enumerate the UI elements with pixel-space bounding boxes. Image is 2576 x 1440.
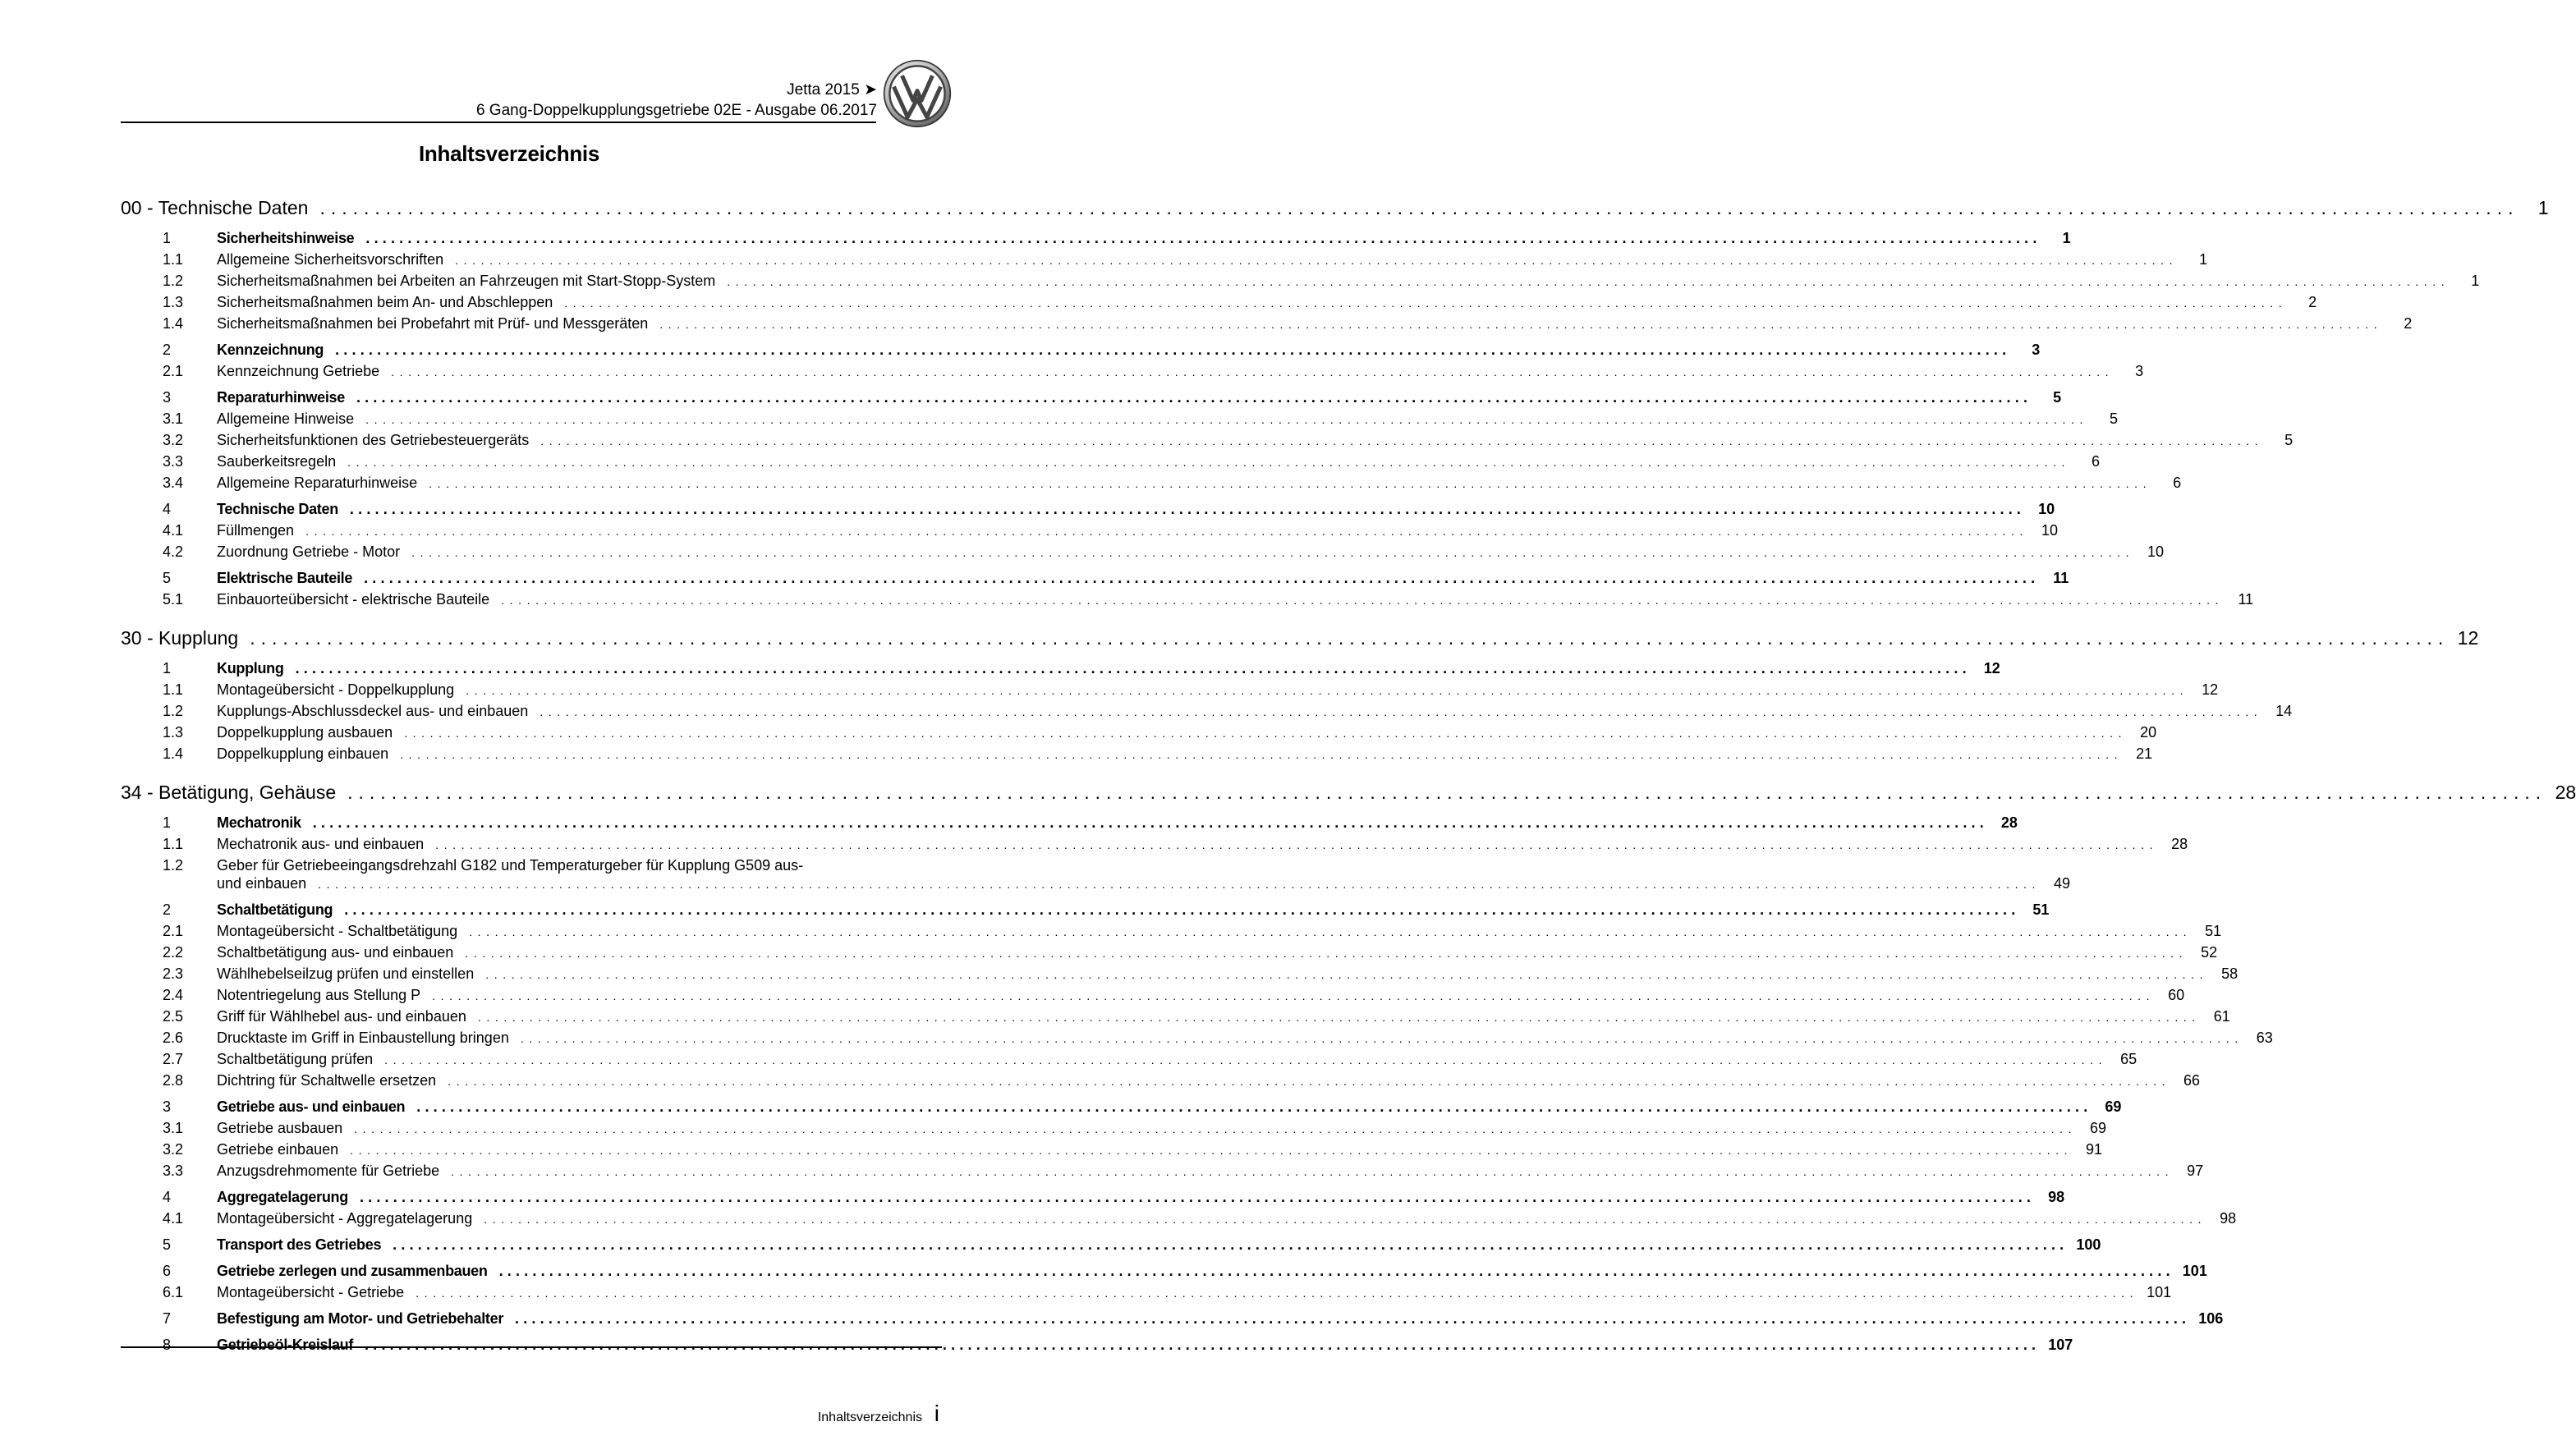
toc-leader-dots: ........................................................................................................................................................................................................ bbox=[485, 968, 2209, 981]
toc-entry-page: 60 bbox=[2168, 987, 2185, 1003]
toc-entry-page: 10 bbox=[2147, 543, 2165, 560]
toc-entry-page: 61 bbox=[2213, 1008, 2230, 1025]
toc-entry-label: Drucktaste im Griff in Einbaustellung bringen bbox=[217, 1030, 509, 1046]
toc-sub-row[interactable] bbox=[121, 410, 2119, 432]
toc-entry-number: 4.1 bbox=[163, 522, 184, 539]
toc-sub-row[interactable] bbox=[121, 294, 2317, 315]
toc-entry-number: 2.3 bbox=[163, 965, 184, 982]
toc-entry-number: 4.2 bbox=[163, 543, 184, 560]
toc-entry-page: 52 bbox=[2201, 944, 2218, 961]
toc-entry-number: 6.1 bbox=[163, 1284, 184, 1300]
toc-leader-dots: ........................................................................................................................................................................................................ bbox=[250, 627, 2450, 649]
toc-leader-dots: ........................................................................................................................................................................................................ bbox=[347, 782, 2547, 803]
toc-leader-dots: ........................................................................................................................................................................................................ bbox=[477, 1011, 2201, 1024]
toc-sec-row[interactable] bbox=[121, 1098, 2122, 1120]
toc-entry-label: Allgemeine Sicherheitsvorschriften bbox=[217, 251, 444, 268]
toc-entry-page: 106 bbox=[2198, 1310, 2224, 1327]
toc-entry-label: Montageübersicht - Doppelkupplung bbox=[217, 681, 455, 698]
toc-leader-dots: ........................................................................................................................................................................................................ bbox=[540, 705, 2263, 718]
toc-entry-page: 3 bbox=[2135, 363, 2144, 379]
toc-sub-row[interactable] bbox=[121, 965, 2239, 987]
toc-leader-dots: ........................................................................................................................................................................................................ bbox=[659, 318, 2383, 331]
toc-entry-number: 3.1 bbox=[163, 1120, 184, 1136]
toc-entry-number: 1.4 bbox=[163, 745, 184, 762]
toc-entry-page: 11 bbox=[2238, 591, 2254, 608]
toc-leader-dots: ........................................................................................................................................................................................................ bbox=[335, 342, 2011, 358]
toc-entry-label: Schaltbetätigung bbox=[217, 901, 333, 918]
toc-entry-page: 2 bbox=[2308, 294, 2317, 310]
toc-entry-number: 3 bbox=[163, 389, 172, 406]
toc-entry-number: 3.1 bbox=[163, 410, 184, 427]
toc-entry-label: Aggregatelagerung bbox=[217, 1189, 348, 1205]
toc-entry-page: 98 bbox=[2220, 1210, 2237, 1227]
toc-leader-dots: ........................................................................................................................................................................................................ bbox=[347, 456, 2071, 469]
toc-entry-page: 100 bbox=[2076, 1236, 2101, 1253]
toc-entry-label: Schaltbetätigung prüfen bbox=[217, 1051, 374, 1067]
toc-entry-page: 49 bbox=[2054, 875, 2071, 892]
toc-leader-dots: ........................................................................................................................................................................................................ bbox=[393, 1236, 2069, 1253]
toc-entry-page: 69 bbox=[2105, 1098, 2122, 1115]
toc-sub-row[interactable] bbox=[121, 363, 2144, 384]
toc-leader-dots: ........................................................................................................................................................................................................ bbox=[404, 727, 2128, 740]
toc-entry-label: Getriebe aus- und einbauen bbox=[217, 1098, 406, 1115]
toc-entry-label: Reparaturhinweise bbox=[217, 389, 345, 406]
toc-entry-label: Wählhebelseilzug prüfen und einstellen bbox=[217, 965, 475, 982]
page-title: Inhaltsverzeichnis bbox=[418, 141, 600, 166]
toc-leader-dots: ........................................................................................................................................................................................................ bbox=[451, 1165, 2174, 1178]
toc-entry-number: 3.2 bbox=[163, 432, 184, 448]
toc-sub-row[interactable] bbox=[121, 857, 2071, 897]
toc-leader-dots: ........................................................................................................................................................................................................ bbox=[448, 1075, 2171, 1088]
toc-sec-row[interactable] bbox=[121, 901, 2050, 923]
toc-entry-label: Sicherheitsmaßnahmen bei Arbeiten an Fahrzeugen mit Start-Stopp-System bbox=[217, 273, 716, 289]
toc-entry-page: 65 bbox=[2120, 1051, 2137, 1067]
toc-entry-label: Sicherheitsmaßnahmen beim An- und Abschleppen bbox=[217, 294, 553, 310]
toc-leader-dots: ........................................................................................................................................................................................................ bbox=[319, 197, 2519, 218]
toc-entry-label: Schaltbetätigung aus- und einbauen bbox=[217, 944, 454, 961]
toc-sub-row[interactable] bbox=[121, 522, 2058, 543]
toc-sec-row[interactable] bbox=[121, 570, 2069, 591]
toc-leader-dots: ........................................................................................................................................................................................................ bbox=[365, 1337, 2041, 1353]
toc-entry-number: 1 bbox=[163, 660, 172, 676]
toc-entry-label: 34 - Betätigung, Gehäuse bbox=[121, 782, 337, 803]
toc-entry-number: 1.3 bbox=[163, 724, 184, 741]
toc-entry-label: Getriebe zerlegen und zusammenbauen bbox=[217, 1263, 488, 1279]
toc-entry-number: 2.5 bbox=[163, 1008, 184, 1025]
toc-leader-dots: ........................................................................................................................................................................................................ bbox=[354, 1122, 2078, 1135]
toc-sub-row[interactable] bbox=[121, 1072, 2201, 1094]
toc-leader-dots: ........................................................................................................................................................................................................ bbox=[411, 546, 2135, 559]
header-rule bbox=[121, 122, 876, 123]
toc-entry-number: 2.4 bbox=[163, 987, 184, 1003]
toc-entry-number: 7 bbox=[163, 1310, 172, 1327]
toc-entry-number: 2.7 bbox=[163, 1051, 184, 1067]
toc-leader-dots: ........................................................................................................................................................................................................ bbox=[364, 570, 2040, 586]
toc-entry-page: 11 bbox=[2053, 570, 2069, 586]
toc-entry-number: 2.2 bbox=[163, 944, 184, 961]
toc-leader-dots: ........................................................................................................................................................................................................ bbox=[435, 838, 2159, 851]
toc-entry-page: 101 bbox=[2147, 1284, 2172, 1300]
toc-entry-page: 91 bbox=[2086, 1141, 2103, 1158]
toc-entry-page: 1 bbox=[2537, 197, 2549, 218]
toc-sub-row[interactable] bbox=[121, 1030, 2273, 1051]
toc-entry-number: 1.1 bbox=[163, 681, 184, 698]
toc-leader-dots: ........................................................................................................................................................................................................ bbox=[455, 254, 2179, 267]
toc-sec-row[interactable] bbox=[121, 389, 2062, 410]
toc-entry-label: Getriebe ausbauen bbox=[217, 1120, 343, 1136]
toc-entry-number: 1.2 bbox=[163, 273, 184, 289]
toc-entry-label: Zuordnung Getriebe - Motor bbox=[217, 543, 401, 560]
toc-entry-number: 2 bbox=[163, 342, 172, 358]
toc-leader-dots: ........................................................................................................................................................................................................ bbox=[318, 878, 2041, 891]
toc-entry-label: Technische Daten bbox=[217, 501, 338, 517]
toc-entry-page: 28 bbox=[2171, 836, 2188, 852]
header-subtitle: 6 Gang-Doppelkupplungsgetriebe 02E - Ausgabe 06.2017 bbox=[475, 102, 877, 119]
toc-entry-number: 1 bbox=[163, 230, 172, 246]
toc-entry-label: 00 - Technische Daten bbox=[121, 197, 309, 218]
toc-leader-dots: ........................................................................................................................................................................................................ bbox=[416, 1286, 2139, 1300]
toc-entry-number: 3 bbox=[163, 1098, 172, 1115]
toc-leader-dots: ........................................................................................................................................................................................................ bbox=[515, 1310, 2191, 1327]
toc-entry-number: 5 bbox=[163, 1236, 172, 1253]
toc-leader-dots: ........................................................................................................................................................................................................ bbox=[391, 365, 2115, 378]
toc-leader-dots: ........................................................................................................................................................................................................ bbox=[520, 1032, 2243, 1045]
toc-leader-dots: ........................................................................................................................................................................................................ bbox=[564, 296, 2288, 310]
toc-sub-row[interactable] bbox=[121, 703, 2293, 724]
toc-entry-number: 1.4 bbox=[163, 315, 184, 332]
toc-entry-label: Sicherheitsfunktionen des Getriebesteuergeräts bbox=[217, 432, 530, 448]
header-model: Jetta 2015 ➤ bbox=[787, 81, 877, 99]
toc-entry-number: 2.8 bbox=[163, 1072, 184, 1089]
toc-entry-number: 5 bbox=[163, 570, 172, 586]
toc-entry-number: 3.4 bbox=[163, 475, 184, 491]
toc-leader-dots: ........................................................................................................................................................................................................ bbox=[432, 989, 2156, 1002]
toc-leader-dots: ........................................................................................................................................................................................................ bbox=[356, 389, 2032, 406]
toc-entry-label: Notentriegelung aus Stellung P bbox=[217, 987, 421, 1003]
toc-leader-dots: ........................................................................................................................................................................................................ bbox=[429, 477, 2152, 490]
toc-sec-row[interactable] bbox=[121, 1310, 2224, 1332]
toc-sec-row[interactable] bbox=[121, 1236, 2101, 1258]
toc-entry-page: 107 bbox=[2048, 1337, 2073, 1353]
toc-entry-label: Elektrische Bauteile bbox=[217, 570, 353, 586]
toc-entry-page: 28 bbox=[2000, 814, 2018, 831]
toc-entry-label: Allgemeine Hinweise bbox=[217, 410, 355, 427]
toc-entry-number: 2 bbox=[163, 901, 172, 918]
toc-sub-row[interactable] bbox=[121, 944, 2218, 965]
toc-entry-page: 51 bbox=[2032, 901, 2050, 918]
toc-entry-number: 1.2 bbox=[163, 857, 184, 874]
toc-sub-row[interactable] bbox=[121, 543, 2165, 565]
toc-entry-label: Mechatronik bbox=[217, 814, 301, 831]
toc-sec-row[interactable] bbox=[121, 1263, 2207, 1284]
footer-rule bbox=[121, 1346, 942, 1348]
toc-entry-number: 3.3 bbox=[163, 1163, 184, 1179]
toc-entry-page: 6 bbox=[2092, 453, 2101, 470]
toc-entry-page: 1 bbox=[2471, 273, 2480, 289]
toc-sub-row[interactable] bbox=[121, 1008, 2230, 1030]
toc-leader-dots: ........................................................................................................................................................................................................ bbox=[484, 1213, 2207, 1226]
toc-leader-dots: ........................................................................................................................................................................................................ bbox=[312, 814, 1988, 831]
table-of-contents bbox=[121, 197, 2576, 1358]
toc-sec-row[interactable] bbox=[121, 814, 2018, 836]
toc-chapter-row[interactable] bbox=[121, 197, 2549, 225]
toc-sub-row[interactable] bbox=[121, 1120, 2107, 1141]
toc-entry-label: Sicherheitshinweise bbox=[217, 230, 355, 246]
toc-entry-label: Getriebeöl-Kreislauf bbox=[217, 1337, 354, 1353]
toc-entry-page: 12 bbox=[2202, 681, 2219, 698]
toc-sec-row[interactable] bbox=[121, 501, 2055, 522]
toc-entry-number: 1.1 bbox=[163, 836, 184, 852]
toc-sub-row[interactable] bbox=[121, 1210, 2237, 1231]
toc-leader-dots: ........................................................................................................................................................................................................ bbox=[349, 501, 2026, 517]
toc-entry-page: 69 bbox=[2090, 1120, 2107, 1136]
toc-entry-page: 10 bbox=[2038, 501, 2055, 517]
toc-chapter-row[interactable] bbox=[121, 627, 2479, 655]
toc-leader-dots: ........................................................................................................................................................................................................ bbox=[365, 413, 2089, 426]
toc-sub-row[interactable] bbox=[121, 1163, 2204, 1184]
toc-sec-row[interactable] bbox=[121, 660, 2000, 681]
toc-leader-dots: ........................................................................................................................................................................................................ bbox=[465, 947, 2188, 960]
toc-entry-number: 4.1 bbox=[163, 1210, 184, 1227]
toc-entry-number: 4 bbox=[163, 501, 172, 517]
toc-entry-page: 5 bbox=[2053, 389, 2062, 406]
toc-leader-dots: ........................................................................................................................................................................................................ bbox=[469, 925, 2193, 938]
toc-sub-row[interactable] bbox=[121, 724, 2157, 745]
toc-entry-label: Kennzeichnung Getriebe bbox=[217, 363, 380, 379]
toc-sub-row[interactable] bbox=[121, 1141, 2103, 1163]
toc-entry-page: 5 bbox=[2284, 432, 2294, 448]
toc-entry-page: 10 bbox=[2041, 522, 2058, 539]
toc-entry-page: 2 bbox=[2404, 315, 2413, 332]
toc-entry-label: Mechatronik aus- und einbauen bbox=[217, 836, 425, 852]
toc-entry-page: 51 bbox=[2205, 923, 2222, 939]
toc-leader-dots: ........................................................................................................................................................................................................ bbox=[365, 230, 2041, 246]
toc-chapter-row[interactable] bbox=[121, 782, 2576, 809]
toc-entry-label: Einbauorteübersicht - elektrische Bauteile bbox=[217, 591, 490, 608]
toc-entry-number: 2.1 bbox=[163, 363, 184, 379]
toc-entry-number: 2.1 bbox=[163, 923, 184, 939]
toc-sub-row[interactable] bbox=[121, 251, 2208, 273]
toc-leader-dots: ........................................................................................................................................................................................................ bbox=[727, 275, 2450, 288]
toc-sec-row[interactable] bbox=[121, 1189, 2065, 1210]
toc-sec-row[interactable] bbox=[121, 342, 2041, 363]
toc-entry-page: 101 bbox=[2182, 1263, 2207, 1279]
toc-leader-dots: ........................................................................................................................................................................................................ bbox=[540, 434, 2264, 447]
toc-leader-dots: ........................................................................................................................................................................................................ bbox=[400, 748, 2124, 761]
footer-page-number: i bbox=[934, 1401, 939, 1426]
toc-entry-page: 1 bbox=[2199, 251, 2208, 268]
toc-entry-page: 98 bbox=[2048, 1189, 2065, 1205]
toc-entry-number: 1 bbox=[163, 814, 172, 831]
toc-leader-dots: ........................................................................................................................................................................................................ bbox=[416, 1098, 2092, 1115]
toc-entry-page: 12 bbox=[1983, 660, 2000, 676]
toc-entry-number: 5.1 bbox=[163, 591, 184, 608]
toc-entry-label: Füllmengen bbox=[217, 522, 295, 539]
toc-entry-number: 2.6 bbox=[163, 1030, 184, 1046]
toc-sub-row[interactable] bbox=[121, 432, 2294, 453]
toc-sub-row[interactable] bbox=[121, 453, 2101, 475]
footer-label: Inhaltsverzeichnis bbox=[817, 1410, 922, 1424]
toc-entry-page: 21 bbox=[2136, 745, 2153, 762]
vw-logo bbox=[883, 59, 952, 128]
toc-sub-row[interactable] bbox=[121, 475, 2182, 496]
toc-leader-dots: ........................................................................................................................................................................................................ bbox=[501, 594, 2225, 607]
toc-sub-row[interactable] bbox=[121, 273, 2480, 294]
toc-entry-number: 1.3 bbox=[163, 294, 184, 310]
toc-sub-row[interactable] bbox=[121, 1284, 2172, 1305]
toc-leader-dots: ........................................................................................................................................................................................................ bbox=[384, 1053, 2108, 1066]
toc-leader-dots: ........................................................................................................................................................................................................ bbox=[344, 901, 2020, 918]
toc-entry-page: 66 bbox=[2183, 1072, 2201, 1089]
toc-entry-number: 4 bbox=[163, 1189, 172, 1205]
toc-entry-label: 30 - Kupplung bbox=[121, 627, 239, 649]
toc-entry-label: Dichtring für Schaltwelle ersetzen bbox=[217, 1072, 437, 1089]
toc-entry-label: Montageübersicht - Getriebe bbox=[217, 1284, 405, 1300]
toc-entry-page: 28 bbox=[2555, 782, 2576, 803]
toc-entry-page: 3 bbox=[2032, 342, 2041, 358]
toc-sub-row[interactable] bbox=[121, 745, 2153, 767]
toc-entry-number: 1.1 bbox=[163, 251, 184, 268]
toc-entry-page: 14 bbox=[2275, 703, 2293, 719]
toc-sec-row[interactable] bbox=[121, 230, 2071, 251]
toc-entry-label: Doppelkupplung ausbauen bbox=[217, 724, 393, 741]
toc-entry-label: Doppelkupplung einbauen bbox=[217, 745, 389, 762]
toc-entry-label: Kennzeichnung bbox=[217, 342, 324, 358]
toc-leader-dots: ........................................................................................................................................................................................................ bbox=[466, 684, 2189, 697]
toc-entry-number: 8 bbox=[163, 1337, 172, 1353]
toc-entry-label: Sicherheitsmaßnahmen bei Probefahrt mit Prüf- und Messgeräten bbox=[217, 315, 649, 332]
toc-entry-number: 1.2 bbox=[163, 703, 184, 719]
toc-entry-page: 12 bbox=[2457, 627, 2479, 649]
toc-entry-label: Allgemeine Reparaturhinweise bbox=[217, 475, 418, 491]
toc-sub-row[interactable] bbox=[121, 591, 2254, 612]
toc-entry-page: 20 bbox=[2140, 724, 2157, 741]
toc-sub-row[interactable] bbox=[121, 1051, 2137, 1072]
toc-leader-dots: ........................................................................................................................................................................................................ bbox=[359, 1189, 2036, 1205]
toc-leader-dots: ........................................................................................................................................................................................................ bbox=[305, 525, 2028, 538]
toc-entry-number: 3.2 bbox=[163, 1141, 184, 1158]
toc-entry-page: 1 bbox=[2062, 230, 2071, 246]
toc-entry-label: Getriebe einbauen bbox=[217, 1141, 339, 1158]
toc-sub-row[interactable] bbox=[121, 681, 2219, 703]
toc-entry-page: 5 bbox=[2110, 410, 2119, 427]
toc-entry-label: Geber für Getriebeeingangsdrehzahl G182 und Temperaturgeber für Kupplung G509 aus- bbox=[217, 857, 804, 874]
toc-entry-label: Befestigung am Motor- und Getriebehalter bbox=[217, 1310, 504, 1327]
toc-leader-dots: ........................................................................................................................................................................................................ bbox=[295, 660, 1971, 676]
toc-entry-label-continued: und einbauen bbox=[217, 875, 307, 892]
toc-entry-page: 6 bbox=[2173, 475, 2182, 491]
toc-entry-page: 97 bbox=[2187, 1163, 2204, 1179]
toc-entry-label: Anzugsdrehmomente für Getriebe bbox=[217, 1163, 440, 1179]
toc-entry-label: Montageübersicht - Schaltbetätigung bbox=[217, 923, 458, 939]
toc-entry-label: Transport des Getriebes bbox=[217, 1236, 382, 1253]
toc-entry-label: Kupplungs-Abschlussdeckel aus- und einbauen bbox=[217, 703, 529, 719]
toc-sub-row[interactable] bbox=[121, 315, 2413, 337]
toc-entry-label: Griff für Wählhebel aus- und einbauen bbox=[217, 1008, 466, 1025]
toc-entry-page: 63 bbox=[2256, 1030, 2273, 1046]
toc-entry-label: Kupplung bbox=[217, 660, 284, 676]
toc-entry-number: 6 bbox=[163, 1263, 172, 1279]
toc-entry-number: 3.3 bbox=[163, 453, 184, 470]
toc-leader-dots: ........................................................................................................................................................................................................ bbox=[350, 1144, 2073, 1157]
toc-entry-label: Sauberkeitsregeln bbox=[217, 453, 337, 470]
toc-entry-label: Montageübersicht - Aggregatelagerung bbox=[217, 1210, 473, 1227]
toc-leader-dots: ........................................................................................................................................................................................................ bbox=[498, 1263, 2174, 1279]
toc-sub-row[interactable] bbox=[121, 836, 2188, 857]
toc-sub-row[interactable] bbox=[121, 987, 2185, 1008]
toc-sub-row[interactable] bbox=[121, 923, 2222, 944]
toc-entry-page: 58 bbox=[2221, 965, 2239, 982]
